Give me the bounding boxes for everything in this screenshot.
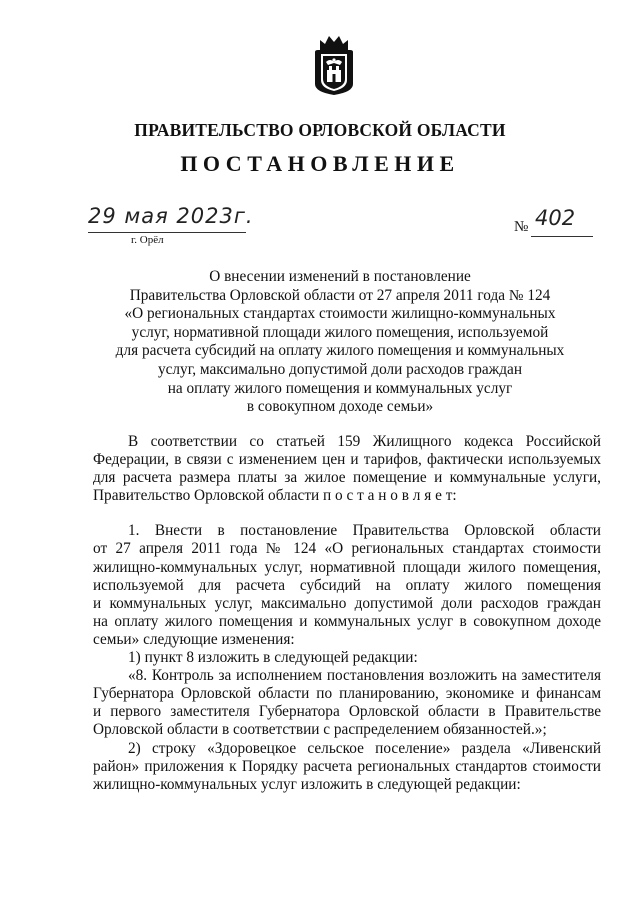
title-line: услуг, нормативной площади жилого помещения, используемой — [131, 323, 549, 341]
document-type: ПОСТАНОВЛЕНИЕ — [180, 151, 460, 176]
text-line: Правительство Орловской области п о с т а н о в л я е т: — [93, 487, 457, 505]
title-line: О внесении изменений в постановление — [209, 268, 471, 285]
title-line: для расчета субсидий на оплату жилого помещения и коммунальных — [115, 342, 565, 360]
text-line: Орловской области в соответствии с распределением обязанностей.»; — [93, 721, 547, 739]
text-line: В соответствии со статьей 159 Жилищного кодекса Российской — [128, 433, 601, 450]
text-line: 1. Внести в постановление Правительства Орловской области — [128, 522, 601, 540]
title-line: Правительства Орловской области от 27 апреля 2011 года № 124 — [129, 286, 551, 304]
coat-of-arms-emblem — [312, 32, 356, 96]
preamble-paragraph — [93, 433, 601, 505]
text-line: на оплату жилого помещения и коммунальных услуг в совокупном доходе — [93, 612, 601, 630]
number-label: № — [514, 219, 529, 235]
item-1-paragraph — [93, 522, 601, 649]
document-body — [93, 433, 601, 794]
text-line: «8. Контроль за исполнением постановления возложить на заместителя — [128, 667, 601, 685]
text-line: используемой для расчета субсидий на оплату жилого помещения — [93, 576, 601, 594]
text-line: и первого заместителя Губернатора Орловской области в Правительстве — [93, 703, 601, 721]
text-line: Губернатора Орловской области по планированию, экономике и финансам — [93, 685, 601, 703]
city-label: г. Орёл — [131, 234, 164, 246]
handwritten-number: 402 — [535, 206, 576, 230]
document-title — [100, 268, 580, 417]
text-line: 1) пункт 8 изложить в следующей редакции: — [128, 649, 418, 667]
text-line: и коммунальных услуг, максимально допустимой доли расходов граждан — [93, 594, 601, 612]
text-line: семьи» следующие изменения: — [93, 630, 295, 648]
text-line: 2) строку «Здоровецкое сельское поселение» раздела «Ливенский — [128, 739, 601, 757]
text-line: от 27 апреля 2011 года № 124 «О региональных стандартах стоимости — [93, 540, 601, 558]
title-line: в совокупном доходе семьи» — [246, 398, 434, 416]
title-line: «О региональных стандартах стоимости жилищно-коммунальных — [124, 305, 556, 323]
text-line: для расчета размера платы за жилое помещение и коммунальные услуги, — [93, 469, 601, 487]
text-line: район» приложения к Порядку расчета региональных стандартов стоимости — [93, 757, 601, 775]
text-line: Федерации, в связи с изменением цен и тарифов, фактически используемых — [93, 451, 601, 469]
text-line: жилищно-коммунальных услуг, нормативной площади жилого помещения, — [93, 558, 601, 576]
handwritten-date: 29 мая 2023г. — [88, 204, 254, 228]
organization-name: ПРАВИТЕЛЬСТВО ОРЛОВСКОЙ ОБЛАСТИ — [134, 120, 506, 140]
subitem-2 — [93, 740, 601, 794]
text-line: жилищно-коммунальных услуг изложить в следующей редакции: — [93, 775, 521, 793]
title-line: услуг, максимально допустимой доли расходов граждан — [157, 360, 523, 378]
number-underline — [531, 236, 593, 237]
clause-8-paragraph — [93, 667, 601, 739]
title-line: на оплату жилого помещения и коммунальных услуг — [167, 379, 513, 397]
date-underline — [88, 232, 246, 233]
subitem-1 — [93, 649, 601, 667]
